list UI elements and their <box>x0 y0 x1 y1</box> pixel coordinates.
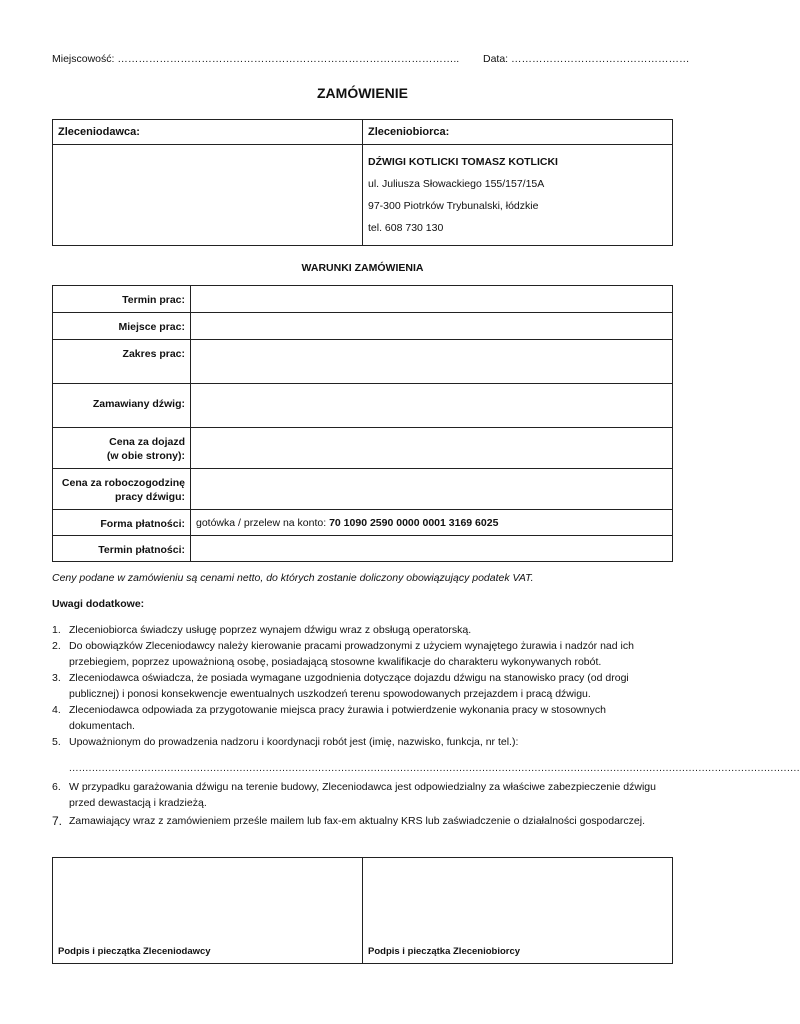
list-item-number: 7. <box>52 814 63 828</box>
contractor-street: ul. Juliusza Słowackiego 155/157/15A <box>368 178 545 190</box>
travel-price-field[interactable] <box>191 428 673 469</box>
list-item-text: Do obowiązków Zleceniodawcy należy kierowanie pracami prowadzonymi z użyciem wynajętego żurawia i nadzór nad ich przebiegiem, poprzez upoważnioną osobę, posiadającą stosowne kwalifikacje do charakteru wykonywanych robót. <box>69 640 634 668</box>
list-item-text: Zleceniobiorca świadczy usługę poprzez wynajem dźwigu wraz z obsługą operatorską. <box>69 624 472 636</box>
table-row <box>53 510 673 536</box>
contractor-signature-label: Podpis i pieczątka Zleceniobiorcy <box>368 946 521 957</box>
hourly-price-field[interactable] <box>191 469 673 510</box>
list-item <box>52 622 673 638</box>
travel-price-label <box>53 428 191 469</box>
conditions-table <box>52 285 673 562</box>
table-row <box>53 469 673 510</box>
list-item-number: 5. <box>52 736 61 748</box>
contractor-city: 97-300 Piotrków Trybunalski, łódzkie <box>368 200 539 212</box>
list-item <box>52 813 673 829</box>
hourly-price-label-line1: Cena za roboczogodzinę <box>61 477 185 489</box>
bank-account-number: 70 1090 2590 0000 0001 3169 6025 <box>329 517 499 529</box>
list-item-text: Zleceniodawca oświadcza, że posiada wymagane uzgodnienia dotyczące dojazdu dźwigu na stanowisko pracy (od drogi publicznej) i ponosi konsekwencje ewentualnych uszkodzeń terenu spowodowanych przejazdem i pracą dźwigu. <box>69 672 629 700</box>
table-row <box>53 313 673 340</box>
list-item <box>52 638 673 670</box>
list-item-text: Zamawiający wraz z zamówieniem prześle mailem lub fax-em aktualny KRS lub zaświadczenie o działalności gospodarczej. <box>69 815 645 827</box>
remarks-list <box>52 622 800 829</box>
hourly-price-label <box>53 469 191 510</box>
list-item-number: 6. <box>52 781 61 793</box>
payment-term-field[interactable] <box>191 536 673 562</box>
page-title: ZAMÓWIENIE <box>317 85 408 101</box>
scope-label: Zakres prac: <box>53 340 191 384</box>
payment-form-field[interactable] <box>191 510 673 536</box>
contractor-signature-box[interactable] <box>363 858 673 964</box>
remarks-title: Uwagi dodatkowe: <box>52 598 145 610</box>
parties-table <box>52 119 673 246</box>
travel-price-label-line2: (w obie strony): <box>106 450 185 462</box>
list-item <box>52 702 673 734</box>
contractor-name: DŹWIGI KOTLICKI TOMASZ KOTLICKI <box>368 156 558 168</box>
place-field-cell[interactable] <box>191 313 673 340</box>
contractor-phone: tel. 608 730 130 <box>368 222 444 234</box>
conditions-title: WARUNKI ZAMÓWIENIA <box>301 262 424 274</box>
date-field: Data: …………………………………………… <box>483 53 690 65</box>
term-label: Termin prac: <box>53 286 191 313</box>
table-row <box>53 428 673 469</box>
list-item-text: Zleceniodawca odpowiada za przygotowanie miejsca pracy żurawia i potwierdzenie wykonania pracy w stosownych dokumentach. <box>69 704 606 732</box>
payment-form-text: gotówka / przelew na konto: <box>196 517 330 529</box>
signatures-table <box>52 857 673 964</box>
payment-form-label: Forma płatności: <box>53 510 191 536</box>
term-field[interactable] <box>191 286 673 313</box>
table-row <box>53 536 673 562</box>
contractor-header: Zleceniobiorca: <box>363 120 673 145</box>
list-item-text: Upoważnionym do prowadzenia nadzoru i koordynacji robót jest (imię, nazwisko, funkcja, nr tel.): <box>69 736 519 748</box>
list-item <box>52 734 673 750</box>
list-item-number: 1. <box>52 624 61 636</box>
scope-field[interactable] <box>191 340 673 384</box>
hourly-price-label-line2: pracy dźwigu: <box>114 491 185 503</box>
list-item-number: 3. <box>52 672 61 684</box>
net-prices-note: Ceny podane w zamówieniu są cenami netto, do których zostanie doliczony obowiązujący podatek VAT. <box>52 572 534 584</box>
list-item-number: 2. <box>52 640 61 652</box>
table-row <box>53 286 673 313</box>
place-label: Miejsce prac: <box>53 313 191 340</box>
crane-field[interactable] <box>191 384 673 428</box>
crane-label: Zamawiany dźwig: <box>53 384 191 428</box>
travel-price-label-line1: Cena za dojazd <box>109 436 185 448</box>
list-item <box>52 670 673 702</box>
list-item-number: 4. <box>52 704 61 716</box>
table-row <box>53 340 673 384</box>
payment-term-label: Termin płatności: <box>53 536 191 562</box>
supervisor-fill-line[interactable]: ............................................................................................................................................................................................................................... <box>69 763 800 774</box>
list-item <box>52 779 673 811</box>
place-field: Miejscowość: …………………………………………………………………………………….. <box>52 53 460 65</box>
client-details[interactable] <box>53 145 363 246</box>
client-signature-label: Podpis i pieczątka Zleceniodawcy <box>58 946 211 957</box>
client-header: Zleceniodawca: <box>53 120 363 145</box>
list-item-text: W przypadku garażowania dźwigu na terenie budowy, Zleceniodawca jest odpowiedzialny za właściwe zabezpieczenie dźwigu przed dewastacją i kradzieżą. <box>69 781 656 809</box>
client-signature-box[interactable] <box>53 858 363 964</box>
table-row <box>53 384 673 428</box>
contractor-details <box>363 145 673 246</box>
